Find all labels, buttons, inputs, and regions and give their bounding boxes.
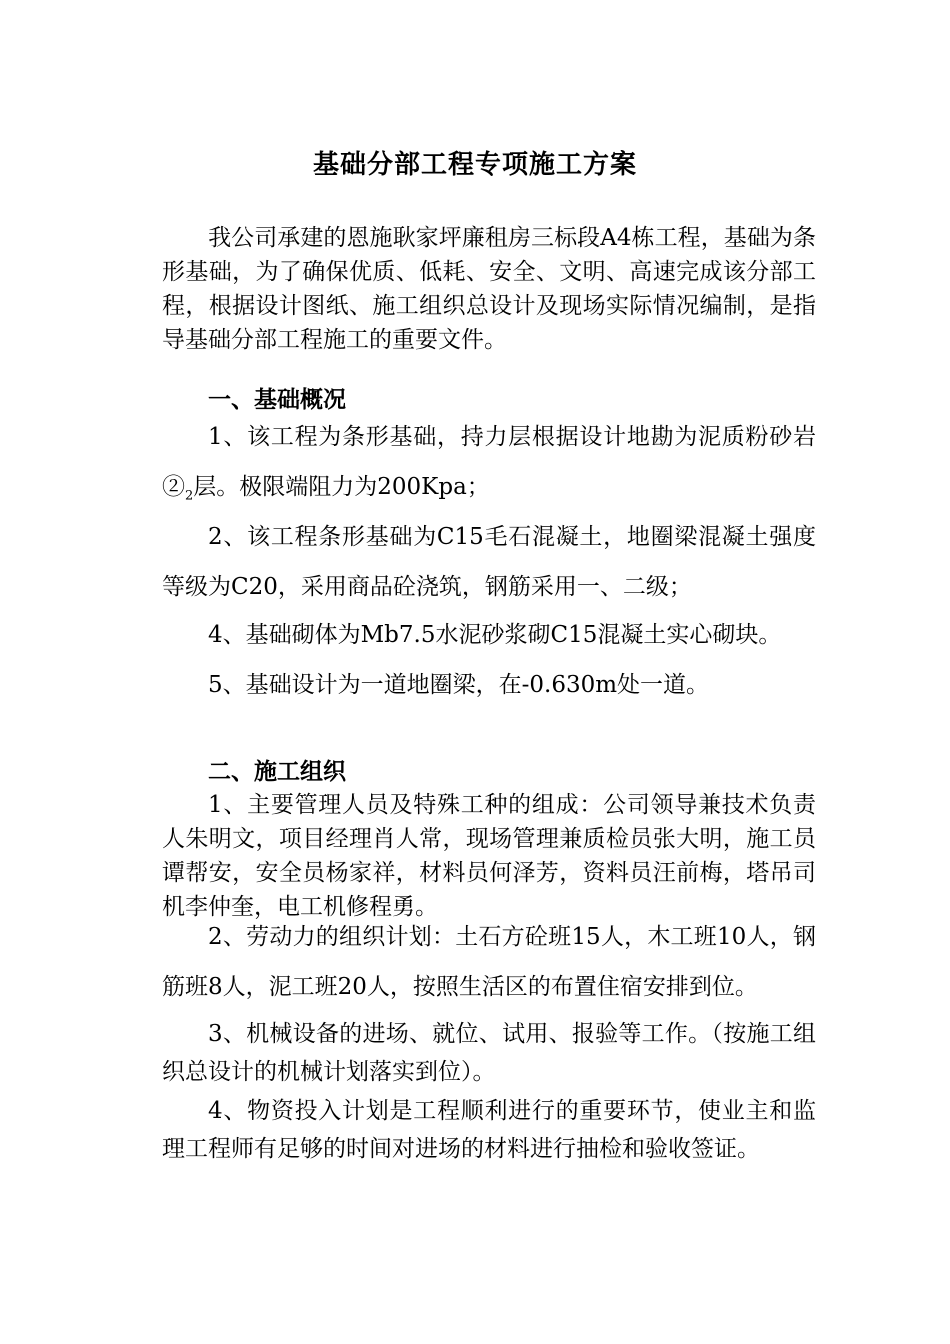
section1-item1 (162, 412, 816, 522)
section1-item2-text: 2、该工程条形基础为C15毛石混凝土，地圈梁混凝土强度等级为C20，采用商品砼浇筑，钢筋采用一、二级； (162, 524, 816, 600)
section1-item2 (162, 512, 816, 612)
section1-heading: 一、基础概况 (208, 387, 346, 413)
section1-item1-text: 1、该工程为条形基础，持力层根据设计地勘为泥质粉砂岩② (162, 424, 816, 500)
section1-item4-text: 4、基础砌体为Mb7.5水泥砂浆砌C15混凝土实心砌块。 (208, 622, 782, 648)
section1-item4 (162, 620, 816, 650)
section2-item2 (162, 912, 816, 1012)
intro-text: 我公司承建的恩施耿家坪廉租房三标段A4栋工程，基础为条形基础，为了确保优质、低耗、安全、文明、高速完成该分部工程，根据设计图纸、施工组织总设计及现场实际情况编制，是指导基础分部工程施工的重要文件。 (162, 225, 816, 353)
section2-heading: 二、施工组织 (208, 759, 346, 785)
intro-paragraph (162, 221, 816, 357)
section1-item5-text: 5、基础设计为一道地圈梁，在-0.630m处一道。 (208, 672, 710, 698)
section1-item5 (162, 670, 816, 700)
document-title: 基础分部工程专项施工方案 (312, 150, 637, 180)
section2-item2-text: 2、劳动力的组织计划：土石方砼班15人，木工班10人，钢筋班8人，泥工班20人，按照生活区的布置住宿安排到位。 (162, 924, 816, 1000)
section2-item4-text: 4、物资投入计划是工程顺利进行的重要环节，使业主和监理工程师有足够的时间对进场的材料进行抽检和验收签证。 (162, 1098, 816, 1162)
section2-item3 (162, 1015, 816, 1091)
section2-item3-text: 3、机械设备的进场、就位、试用、报验等工作。（按施工组织总设计的机械计划落实到位）。 (162, 1021, 816, 1085)
section2-item4 (162, 1092, 816, 1168)
section2-item1-text: 1、主要管理人员及特殊工种的组成：公司领导兼技术负责人朱明文，项目经理肖人常，现场管理兼质检员张大明，施工员谭帮安，安全员杨家祥，材料员何泽芳，资料员汪前梅，塔吊司机李仲奎，电工机修程勇。 (162, 792, 816, 920)
section1-item1-subscript: 2 (185, 488, 194, 504)
section1-item1-tail: 层。极限端阻力为200Kpa； (193, 474, 490, 500)
section2-item1 (162, 788, 816, 924)
